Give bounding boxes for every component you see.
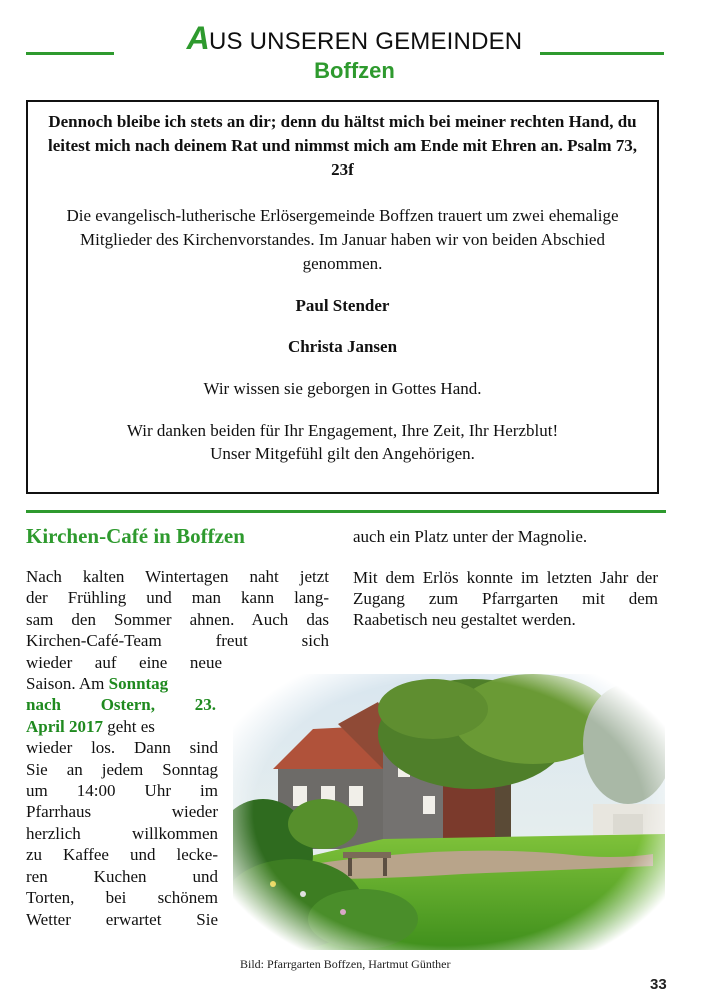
article-line: wieder los. Dann sind <box>26 738 218 758</box>
article-line: zu Kaffee und lecke- <box>26 845 218 865</box>
article-line: wieder auf eine neue <box>26 652 222 672</box>
article-line: sam den Sommer ahnen. Auch das <box>26 609 329 629</box>
article-line: Nach kalten Wintertagen naht jetzt <box>26 567 329 586</box>
article-line <box>26 716 218 737</box>
section-title-rest: US UNSEREN GEMEINDEN <box>208 28 523 55</box>
article-title: Kirchen-Café in Boffzen <box>26 524 245 548</box>
article-paragraph: Mit dem Erlös konnte im letzten Jahr der Zugang zum Pfarrgarten mit dem Raabetisch neu gestaltet werden. <box>353 568 658 629</box>
article-line: Torten, bei schönem <box>26 888 218 908</box>
photo-caption: Bild: Pfarrgarten Boffzen, Hartmut Günther <box>240 957 451 971</box>
deceased-name: Christa Jansen <box>287 337 398 356</box>
section-title-initial: A <box>186 20 210 56</box>
article-line: herzlich willkommen <box>26 823 218 843</box>
sheltered-line: Wir wissen sie geborgen in Gottes Hand. <box>203 379 482 398</box>
sympathy-line: Unser Mitgefühl gilt den Angehörigen. <box>210 444 475 463</box>
section-divider <box>26 510 666 513</box>
psalm-verse: Dennoch bleibe ich stets an dir; denn du hältst mich bei meiner rechten Hand, du leitest mich nach deinem Rat und nimmst mich am Ende mit Ehren an. Psalm 73, 23f <box>47 112 638 179</box>
parish-garden-photo <box>233 674 665 950</box>
memorial-notice <box>26 100 659 494</box>
page-number: 33 <box>650 976 667 993</box>
article-line-text: Saison. Am <box>26 674 109 694</box>
mourning-message: Die evangelisch-lutherische Erlösergemeinde Boffzen trauert um zwei ehemalige Mitglieder des Kirchenvorstandes. Im Januar haben wir von beiden Abschied genommen. <box>66 206 619 273</box>
article-line: Sie an jedem Sonntag <box>26 759 218 779</box>
article-line: ren Kuchen und <box>26 866 218 886</box>
article-line: Wetter erwartet Sie <box>26 909 218 929</box>
section-subtitle: Boffzen <box>314 58 395 83</box>
article-line: der Frühling und man kann lang- <box>26 588 329 608</box>
date-highlight: nach Ostern, 23. <box>26 695 216 715</box>
article-line: um 14:00 Uhr im <box>26 781 218 801</box>
date-highlight: April 2017 <box>26 716 103 736</box>
thanks-line: Wir danken beiden für Ihr Engagement, Ihre Zeit, Ihr Herzblut! <box>126 421 559 440</box>
deceased-name: Paul Stender <box>295 296 390 315</box>
article-line: Kirchen-Café-Team freut sich <box>26 631 329 651</box>
article-line <box>26 673 222 694</box>
section-title <box>0 20 709 57</box>
article-line: Pfarrhaus wieder <box>26 802 218 822</box>
thanks-message <box>42 419 643 465</box>
article-paragraph: auch ein Platz unter der Magnolie. <box>353 527 588 546</box>
date-highlight: Sonntag <box>108 674 169 694</box>
article-column-right <box>353 526 658 630</box>
article-line-text: geht es <box>102 716 155 736</box>
